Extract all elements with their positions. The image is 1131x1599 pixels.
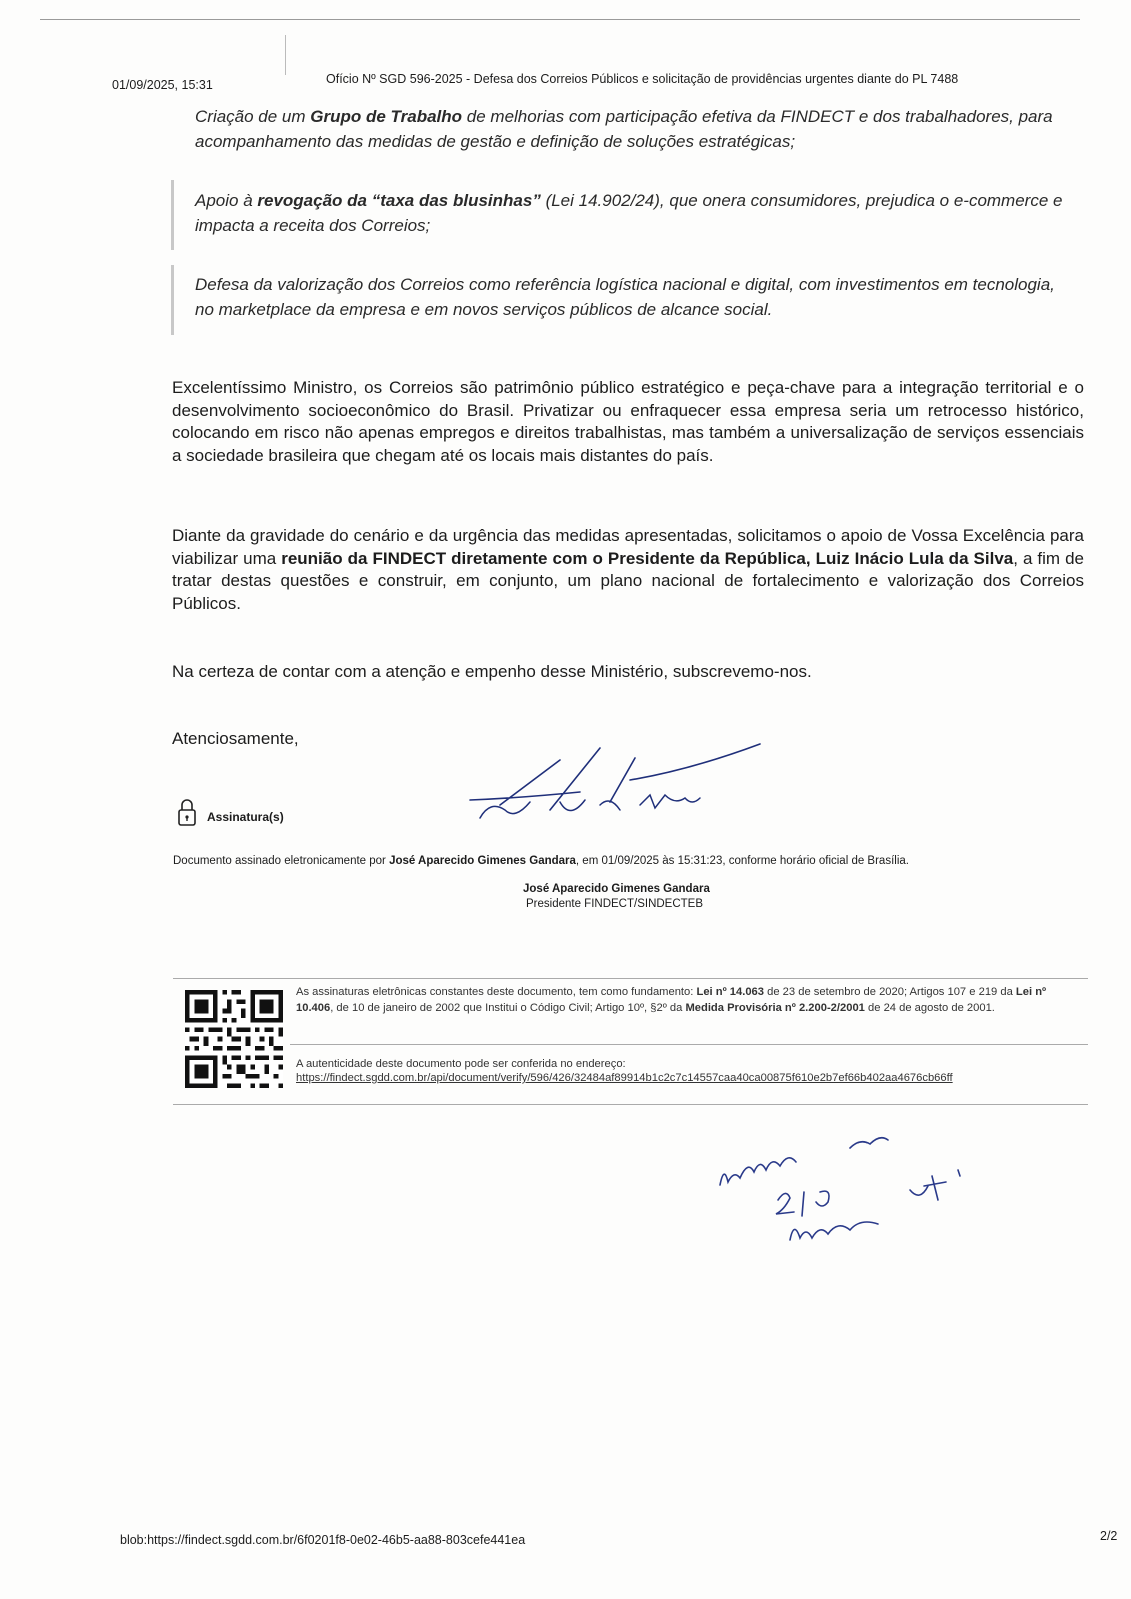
- header-date: 01/09/2025, 15:31: [112, 78, 213, 92]
- handwritten-note: [710, 1130, 990, 1280]
- footer-divider: [173, 978, 1088, 979]
- paragraph-importance: Excelentíssimo Ministro, os Correios são patrimônio público estratégico e peça-chave para a integração territorial e o desenvolvimento socioeconômico do Brasil. Privatizar ou enfraquecer essa empresa seria um retrocesso histórico, colocando em risco não apenas empregos e direitos trabalhistas, mas também a universalização de serviços essenciais a sociedade brasileira que chegam até os locais mais distantes do país.: [172, 378, 1084, 465]
- bullet-bar: [171, 180, 174, 250]
- header-title: Ofício Nº SGD 596-2025 - Defesa dos Correios Públicos e solicitação de providências urgentes diante do PL 7488: [326, 72, 959, 86]
- scan-artifact-line: [40, 19, 1080, 20]
- lock-icon: [177, 797, 197, 827]
- authenticity-link[interactable]: https://findect.sgdd.com.br/api/document/verify/596/426/32484af89914b1c2c7c14557caa40ca00875f610e2b7ef66b402aa4676cb66ff: [296, 1072, 953, 1084]
- signer-name: José Aparecido Gimenes Gandara: [523, 883, 710, 895]
- bullet-bar: [171, 265, 174, 335]
- handwritten-signature: [460, 740, 780, 850]
- electronic-signature-statement: Documento assinado eletronicamente por José Aparecido Gimenes Gandara, em 01/09/2025 às 15:31:23, conforme horário oficial de Brasília.: [173, 855, 909, 867]
- qr-code-icon: [185, 990, 283, 1088]
- bullet-item: Defesa da valorização dos Correios como referência logística nacional e digital, com investimentos em tecnologia, no marketplace da empresa e em novos serviços públicos de alcance social.: [195, 275, 1055, 319]
- page-source-url: blob:https://findect.sgdd.com.br/6f0201f8-0e02-46b5-aa88-803cefe441ea: [120, 1533, 526, 1547]
- scan-artifact-line: [285, 35, 286, 75]
- bullet-item: Criação de um Grupo de Trabalho de melhorias com participação efetiva da FINDECT e dos trabalhadores, para acompanhamento das medidas de gestão e definição de soluções estratégicas;: [195, 107, 1053, 151]
- footer-divider: [173, 1104, 1088, 1105]
- paragraph-closing-remark: Na certeza de contar com a atenção e empenho desse Ministério, subscrevemo-nos.: [172, 662, 812, 681]
- paragraph-request: Diante da gravidade do cenário e da urgência das medidas apresentadas, solicitamos o apoio de Vossa Excelência para viabilizar uma reunião da FINDECT diretamente com o Presidente da República, Luiz Inácio Lula da Silva, a fim de tratar destas questões e construir, em conjunto, um plano nacional de fortalecimento e valorização dos Correios Públicos.: [172, 526, 1085, 613]
- legal-basis-text: As assinaturas eletrônicas constantes deste documento, tem como fundamento: Lei nº 14.063 de 23 de setembro de 2020; Artigos 107 e 219 da Lei nº 10.406, de 10 de janeiro de 2002 que Institui o Código Civil; Artigo 10º, §2º da Medida Provisória nº 2.200-2/2001 de 24 de agosto de 2001.: [296, 986, 1047, 1014]
- footer-divider: [290, 1044, 1088, 1045]
- authenticity-label: A autenticidade deste documento pode ser conferida no endereço:: [296, 1058, 626, 1070]
- signer-role: Presidente FINDECT/SINDECTEB: [526, 898, 704, 910]
- page-number: 2/2: [1100, 1529, 1118, 1543]
- signature-label: Assinatura(s): [207, 810, 284, 824]
- closing-salutation: Atenciosamente,: [172, 729, 299, 748]
- bullet-item: Apoio à revogação da “taxa das blusinhas” (Lei 14.902/24), que onera consumidores, prejudica o e-commerce e impacta a receita dos Correios;: [195, 191, 1063, 235]
